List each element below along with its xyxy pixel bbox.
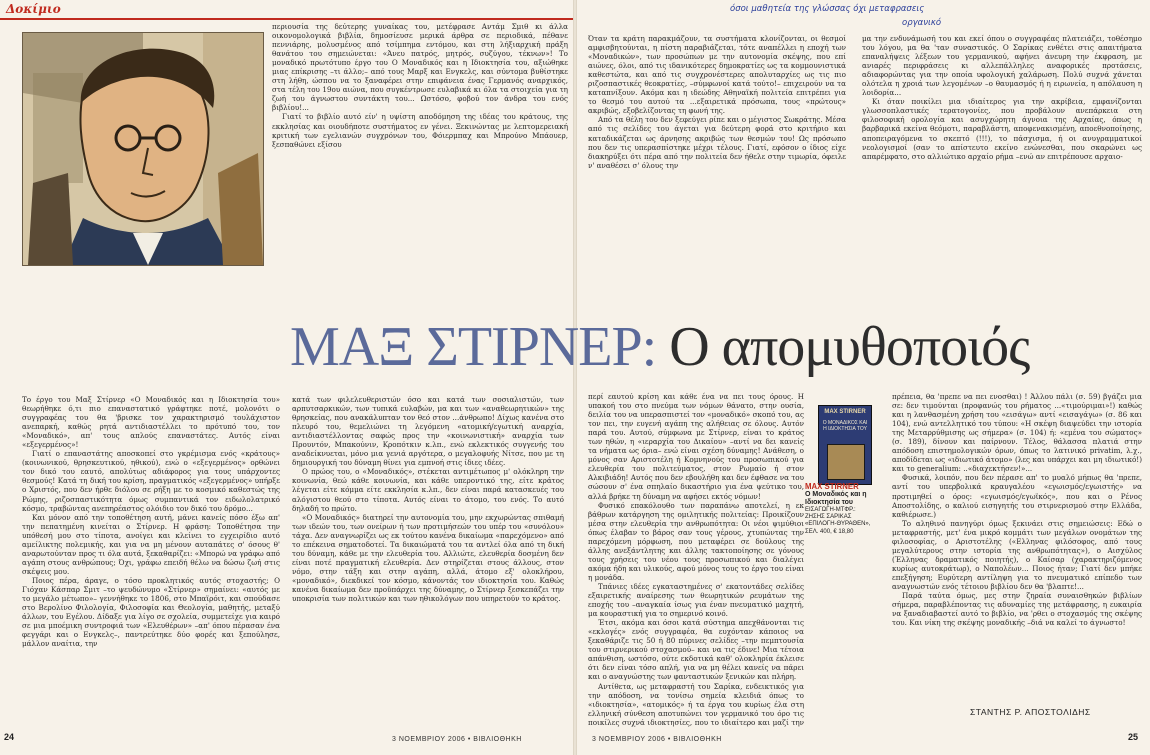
paragraph: Γιατί το βιβλίο αυτό είν' η υψίστη αποδόμηση της ιδέας του κράτους, της εκκλησίας και οιουδήποτε συστήματος εν γένει. Ξεκινώντας με λεπτομερειακή κριτική των εγελιανών συγχρόνων του, Φόιερμπαχ και Μπρούνο Μπάουερ, ξεσπαθώνει εξίσου xyxy=(272,112,568,149)
page-number-left: 24 xyxy=(4,732,15,742)
footer-left: 3 ΝΟΕΜΒΡΙΟΥ 2006 • ΒΙΒΛΙΟΘΗΚΗ xyxy=(392,736,522,743)
paragraph: Το αληθινό πανηγύρι όμως ξεκινάει στις σημειώσεις: Εδώ ο μεταφραστής, μετ' ένα μικρό κομμάτι των μεγάλων ονομάτων της φιλοσοφίας, ο Αριστοτέλης («Ελληνας φιλόσοφος, από τους μεγαλύτερους στην ιστορία της ανθρωπότητας»), ο Αισχύλος (Έλληνας δραματικός ποιητής), ο Καίσαρ (χαρακτηριζόμενος κυρίως αυτοκράτωρ), ο Ναπολέων... Ποιος ήταν; Γιατί δεν μπήκε επεξήγηση; Ευρύτερη αντίληψη για το πνευματικό επίπεδο των αναγνωστών ενός τέτοιου βιβλίου δεν θα 'βλαπτε!... xyxy=(892,518,1142,591)
column-1 xyxy=(22,395,280,725)
portrait-drawing xyxy=(23,33,263,265)
paragraph: Αντίθετα, ως μεταφραστή του Σαρίκα, ενδεικτικός για την απόδοση, να τονίσω σημεία κλειδιά όπως το «ιδιοκτησία», «ατομικός» ή τα έργα του κυρίως έλα στη ελληνική σύνθεση αποτυπώνει τον γερμανικό του όρο τις ποικίλες συχνά ιδιοκτησίες, που το ιδιαίτερο και μαζί την xyxy=(588,681,804,727)
paragraph: Έτσι, ακόμα και όσοι κατά σύστημα απεχθάνονται τις «εκλογές» ενός συγγραφέα, θα ευχόνταν κάποιος να ξεκαθάριζε τις 50 ή 80 πύρινες σελίδες –την πεμπτουσία του στιρνερικού στοχασμού– και να τις έδινε! Μια τέτοια απάνθιση, ωστόσο, ούτε εκδοτικά καθ' ολοκληρία έκλεισε ότι δεν είναι τόσο απλή, για να μη θέλει κανείς να πάρει και ο αναγνώστης των φανταστικών ξενικών και πλήρη. xyxy=(588,618,804,682)
paragraph: Γιατί ο επαναστάτης αποσκοπεί στο γκρέμισμα ενός «κράτους» (κοινωνικού, θρησκευτικού, ηθικού), ενώ ο «εξεγερμένος» ορθώνει τον δικό του εαυτό, απολύτως αδιάφορος για τους υπάρχοντες θεσμούς! Κατά τη δική του κρίση, πραγματικός «εξεγερμένος» υπήρξε ο Χριστός, που δεν ήρθε διόλου σε ρήξη με το κοσμικό καθεστώς της Ρώμης, ριζοσπαστικότητα όμως συμπαντικά τον ειδωλολατρικό κόσμο, τραβώντας ανεπηρέαστος ολόιδιο τον δικό του δρόμο... xyxy=(22,449,280,513)
book-cover-author: MAX STIRNER xyxy=(824,409,866,415)
column-3-top xyxy=(588,34,846,299)
book-caption xyxy=(805,482,887,536)
title-subtitle: Ο απομυθοποιός xyxy=(656,316,1030,378)
column-2 xyxy=(292,395,564,725)
article-title xyxy=(290,312,1030,382)
handwritten-note-line: όσοι μαθητεία της γλώσσας όχι μεταφρασεις xyxy=(730,4,925,14)
paragraph: Φυσικό επακόλουθο των παραπάνω αποτελεί, η εκ βάθρων κατάργηση της ομιλητικής πολιτείας: Προικίζουν μέσα στην ελευθερία την ανθρωπότητα: Οι νέοι ψιμύθιοι όπως έλαβαν το βάρος σαν τους γέρους, χτυπώντας την παρεχόμενη μόρφωση, που μεταφέρει σε δούλους της άλλης ανεξάντλητης και άλλης τακτοποίησης σε γόνους τους χρήσεις του νέου τους προσωπικού και διαλέγει ακόμα ήδη και υλικούς, αφού μόνος τους το έργο του είναι η μονάδα. xyxy=(588,500,804,582)
paragraph: Και μόνον από την τοποθέτηση αυτή, μάνει κανείς πόσο έξω απ' την πεπατημένη κινείται ο Στίρνερ. Η φράση: Τοποθέτησα την υπόθεσή μου στο τίποτα, ανοίγει και κλείνει το εγχειρίδιο αυτό αμείλικτης πολεμικής, και για να μη μένουν αυταπάτες σ' όσους θ' αναρωτούνταν προς τι όλα αυτά, ξεκαθαρίζει: «Μπορώ να γράφω από αγάπη στους ανθρώπους; Όχι, γράφω επειδή θέλω να δώσω ζωή στις σκέψεις μου. xyxy=(22,512,280,576)
paragraph: Κι όταν ποικίλει μια ιδιαίτερος για την ακρίβεια, εμφανίζονται γλωσσοπλαστικές τερατογονίες, που προβάλουν ανεπάρκεια στη φιλοσοφική ορολογία και ασυγχώρητη άγνοια της Αρχαίας, όπως η βαρβαρικά εκείνα θεόμοτι, παραβλάστη, αποφενακισμένη, αποεθνοποίησης, αποπειραγόμενα το σκεπτό (!!!), το πάσχισμα, ή οι ανυγραμματικοί νεολογισμοί (σαν το απίστευτο εκείνο ενώνεσθαι, που σκαρώνει ως απαρέμφατο, στο αλλιώτικο αρχαίο ρήμα –ενώ αν επιτρέπουσε αρχαιο- xyxy=(862,97,1142,161)
paragraph: μα την ενδυνάμωσή του και εκεί όπου ο συγγραφέας πλατειάζει, τοθέσημο του λόγου, μα θα 'ταν συναστικός. Ο Σαρίκας ενθέτει στις απαιτήματα επαναλήψεις λέξεων του γερμανικού, αφήνει άνευρη την έκφραση, με ανιαρές περιφράσεις κι αλλεπάλληλες αναφορικές προτάσεις, αδιαφορώντας για την οποία υφολογική χαλάρωση. Πολύ συχνά χάνεται ολότελα η χροιά των λεγομένων –ο θαυμασμός ή η ειρωνεία, η απόλαυση η λοιδορία... xyxy=(862,34,1142,98)
book-cover xyxy=(818,405,872,485)
paragraph: Φυσικά, λοιπόν, που δεν πέρασε απ' το μυαλό μήπως θα 'πρεπε, αντί του υπερβολικά κραυγαλέου «εγωισμός/εγωιστής» να προτιμηθεί ο όρος: «εγωισμός/εγωϊκός», που και ο Ρένος Αποστολίδης, ο καλιού εισηγητής του στιρνερισμού στην Ελλάδα, καθιέρωσε.) xyxy=(892,473,1142,519)
book-cover-image xyxy=(827,444,865,480)
portrait-illustration xyxy=(22,32,264,266)
column-4-top xyxy=(862,34,1142,299)
paragraph: Ο πρώος του, ο «Μοναδικός», στέκεται αντιμέτωπος μ' ολόκληρη την κοινωνία, θεώ κάθε κοινωνία, και κάθε υπεροντικό της, είτε κράτος λέγεται είτε κόμμα είτε εκκλησία κ.λπ., δεν είναι παρά κατασκευές του αλόγιστου θεού στο τίποτα. Αυτός είναι το άτομο, του ενός. Το αυτό δηλαδή το πρώτο. xyxy=(292,467,564,513)
paragraph: Το έργο του Μαξ Στίρνερ «Ο Μοναδικός και η Ιδιοκτησία του» θεωρήθηκε ό,τι πιο επαναστατικό γράφτηκε ποτέ, μολονότι ο συγγραφέας του θα 'βρισκε τον χαρακτηρισμό τουλάχιστον ανεπαρκή, καθώς ρητά αντιδιαστέλλει το πρότυπό του, τον «Μοναδικό», απ' τους απλούς επαναστάτες. Αυτός είναι «εξεγερμένος»! xyxy=(22,395,280,450)
book-caption-title: Ο Μοναδικός και η Ιδιοκτησία του xyxy=(805,491,867,506)
paragraph: Ποιος πέρα, άραγε, ο τόσο προκλητικός αυτός στοχαστής; Ο Γιόχαν Κάσπαρ Σμιτ –το ψευδώνυμο «Στίρνερ» σημαίνει: «αυτός με το μεγάλο μέτωπο»– γεννήθηκε το 1806, στο Μπαϊρόιτ, και σπούδασε στο Βερολίνο Φιλολογία, Φιλοσοφία και Θεολογία, μαθητής, μεταξύ άλλων, του Εγέλου. Δίδαξε για λίγο σε σχολεία, συμμετείχε για καιρό σε μια μποέμικη συντροφιά των «Ελευθέρων» –απ' όπου πέρασαν ένα φεγγάρι και ο Ενγκελς–, παντρεύτηκε δύο φορές και ξεπούλησε, μάλλον αναίτια, την xyxy=(22,575,280,649)
paragraph: περί εαυτού κρίση και κάθε ένα να πει τους όρους. Η υπακοή του στο πνεύμα των νόμων θάνατο, στην ουσία, δειλία του να υπερασπιστεί τον «μοναδικό» σκοπό του, ας τον πει, την ευγενή αγάπη της αλήθειας σε όλους. Αυτόν παρά του. Αυτού, σύμφωνα με Στίρνερ, είναι το κράτος των ηθών, η «ιεραρχία του Δικαίου» –αντί να δει κανείς τα νήματα ως όρια– ενώ είναι σχέση δύναμης! Ανάθεση, ο μόνος σαν Αριστοτέλη ή Κομνηνούς του προσωπικού για ελευθερία του πολιτεύματος, στον Ρωμαίο ή στον Αλκιβιάδη! Αυτός που δεν εβουλήθη και δεν έφθασε να του σώσουν σ' ένα σπηλαίο δικαστήριο για ένα ψεύτικο του, αλλά βρήκε τη δύναμη να αφήσει εκτός νόμων! xyxy=(588,392,804,501)
paragraph: κατά των φιλελευθεριστών όσο και κατά των σοσιαλιστών, των αρπυτσαρκικών, των τυπικά ευλαβών, μα και των «αναθεωρητικών» της θρησκείας, που ανακάλυπταν τον θεό στον ...άνθρωπο! Δίχως κανένα στο πλευρό του, θεμελιώνει τη λεγόμενη «ατομική/εγωτική αναρχία, αντιδιαστέλλοντας σαφώς προς την «κοινωνιστική» αναρχία των Προυντόν, Μπακούνιν, Κροπότκιν κ.λπ., ενώ εκλεκτικός συγγενής του αναδείκνυεται, μόνο μια γενιά αργότερα, ο μεγαλοφυής Νίτσε, που με τη δημιουργική του δύναμη θίνει για εμπνοή στις ίδιες ιδέες. xyxy=(292,395,564,468)
title-name: ΜΑΞ ΣΤΙΡΝΕΡ: xyxy=(290,316,657,378)
paragraph: Όταν τα κράτη παρακμάζουν, τα συστήματα κλονίζονται, οι θεσμοί αμφισβητούνται, η πίστη παραβιάζεται, τότε αναπέλλει η εποχή των «Μοναδικών», των προσώπων με την αυτονομία σκέψης, που επί αιώνες, όλοι, από τις ιδανικότερες δημοκρατίες ως τα κομμουνιστικά καθεστώτα, και από τις συγχρονέστερες απολυταρχίες ως τις πιο ριζοσπαστικές θεοκρατίες, –σύμφωνοί κατά τούτο!– επιχειρούν να τα καταπνίξουν. Ακόμα και η ιδεώδης Αθηναϊκή πολιτεία επιτρέπει για το θεσμό του αυτού τα ...εξαιρετικά πρόσωπα, τους «πρώτους» ακριβώς, εξοβελίζοντας τη φωνή της. xyxy=(588,34,846,116)
column-4 xyxy=(892,392,1142,702)
section-label: Δοκίμιο xyxy=(6,2,61,16)
handwritten-note xyxy=(730,4,1150,34)
paragraph: Από τα θέλη του δεν ξεφεύγει ρίπε και ο μέγιστος Σωκράτης. Μέσα από τις σελίδες του άγεται για δεύτερη φορά στο κριτήριο και καταδικάζεται ως άρνησης ακριβώς των θεσμών του! Ως πρόσωπο που δεν τις υπερασπίστηκε μέχρι τέλους. Γιατί, εφόσον ο ίδιος είχε διακηρύξει ότι πέρα από την πολιτεία δεν ήθελε στην τιμωρία, όφειλε ν' αναθέσει σ' όλους την xyxy=(588,115,846,170)
footer-right: 3 ΝΟΕΜΒΡΙΟΥ 2006 • ΒΙΒΛΙΟΘΗΚΗ xyxy=(592,736,722,743)
book-caption-intro: ΕΙΣΑΓΩΓΗ-ΜΤΦΡ.: xyxy=(805,507,856,513)
paragraph: περιουσία της δεύτερης γυναίκας του, μετέφρασε Αντάμ Σμιθ κι άλλα οικονομολογικά βιβλία, δημοσίευσε μερικά άρθρα σε περιοδικά, πέθανε πεννιάρης, μολυσμένος από τσίμπημα εντόμου, και στη λήξιαρχική πράξη θανάτου του σημειώνεται: «Άνευ πατρός, μητρός, συζύγου, τέκνων»! Το μοναδικό πρωτότυπο έργο του Ο Μοναδικός και η Ιδιοκτησία του, αξιώθηκε μιας επίκρισης –τι άλλο;– από τους Μαρξ και Ενγκελς, και σύντομα βυθίστηκε στη λήθη, ώσπου να το ξαναφέρει στην επιφάνεια ένας Γερμανός αναρχικός, στα τέλη του 19ου αιώνα, που συγκέντρωσε ευλαβικά κι όλα τα στοιχεία για τη ζωή του άγνωστου συντάκτη του... Ωστόσο, φοβού τον άνδρα του ενός βιβλίου!... xyxy=(272,22,568,113)
book-caption-publisher: «ΕΠΙΛΟΓΗ-ΘΥΡΑΘΕΝ», xyxy=(805,521,871,528)
paragraph: Παρά ταύτα όμως, μες στην ζηραία συναισθηκών βιβλίων σήμερα, παραβλέποντας τις αδυναμίες της μετάφρασης, η ευκαιρία να ξαναδιαβαστεί αυτό το βιβλίο, να 'ρθει ο στοχασμός της σκέψης του. Και νίκη της σκέψης μοναδικής –διά να καλεί το άγνωστο! xyxy=(892,591,1142,628)
column-3 xyxy=(588,392,804,727)
paragraph: «Ο Μοναδικός» διατηρεί την αυτονομία του, μην εκχωρώντας σπιθαμή των ιδεών του, των ονείρων ή των προτιμήσεών του υπέρ του «συνόλου» τάχα. Δεν αναγνωρίζει ως εκ τούτου κανένα δικαίωμα «παρεχόμενο» από το επέκεινα σηματοδοτεί. Τα δικαιώματά του τα αντλεί όλα από τη δική του δύναμη, κάθε με την ελευθερία του. Αλλιώτε, ελευθερία δοσμένη δεν είναι ποτέ πραγματική ελευθερία. Δεν στηρίζεται στους άλλους, στον νόμο, στην τάξη και στην αγάπη, αλλά, άτομο εξ' ολοκλήρου, «μοναδικό», διεκδικεί τον κόσμο, κάνοντάς τον ιδιοκτησία του. Καθώς κανένα δικαίωμα δεν προϋπάρχει της δύναμης, ο Στίρνερ ξεσκεπάζει την υποκρισία των πολιτικών και των ηθικολόγων που υπηρετούν το κράτος. xyxy=(292,512,564,604)
paragraph: πρέπεια, θα 'πρεπε να πει ενοσθαι) ! Άλλου πάλι (σ. 59) βγάζει μια σε: δεν τιμούνται (προφανώς του ρήματος ...«τιμούριμαι»!) καθώς και η λανθασμένη χρήση του «εισάγω» αντί «εισαγάγω» (σ. 86 και 104), ενώ αντελλητικό του τύπου: «Η σκέψη διαψεύδει την ιστορία της Μεταρρύθμισης ως σήμερα» (σ. 104) ή: «εμένα του σώματος» (σ. 189), δίνουν και παίρνουν. Τέλος, θάλασσα πλατιά στην απόδοση επιστημολογικών όρων, όπως το λατινικό privatim, λ.χ., αποδίδεται ως «ιδιωτικό άτομο» (λες και υπάρχει και μη ιδιωτικό!) και το generalium: ..«διαχεκτήσεν!»... xyxy=(892,392,1142,474)
column-1-top xyxy=(272,22,568,187)
book-caption-author: MAX STIRNER xyxy=(805,482,859,491)
handwritten-note-line: οργανικό xyxy=(902,18,942,28)
book-caption-price: ΣΕΛ. 400, € 18,80 xyxy=(805,528,854,535)
paragraph: Τπάνιες ιδέες εγκαταστημένες σ' εκατοντάδες σελίδες εξαιρετικής αναίρεσης των θεωρητικών ρευμάτων της εποχής του –αναγκαία ίσως για έναν πνευματικό μαχητή, μα κουραστική για το σημερινό κοινό. xyxy=(588,581,804,619)
section-rule xyxy=(0,18,573,20)
page-number-right: 25 xyxy=(1128,732,1139,742)
book-caption-translator: ΖΗΣΗΣ ΣΑΡΙΚΑΣ xyxy=(805,514,852,521)
book-cover-title: Ο ΜΟΝΑΔΙΚΟΣ ΚΑΙ Η ΙΔΙΟΚΤΗΣΙΑ ΤΟΥ xyxy=(822,420,868,432)
author-signature: ΣΤΑΝΤΗΣ Ρ. ΑΠΟΣΤΟΛΙΔΗΣ xyxy=(970,707,1091,717)
